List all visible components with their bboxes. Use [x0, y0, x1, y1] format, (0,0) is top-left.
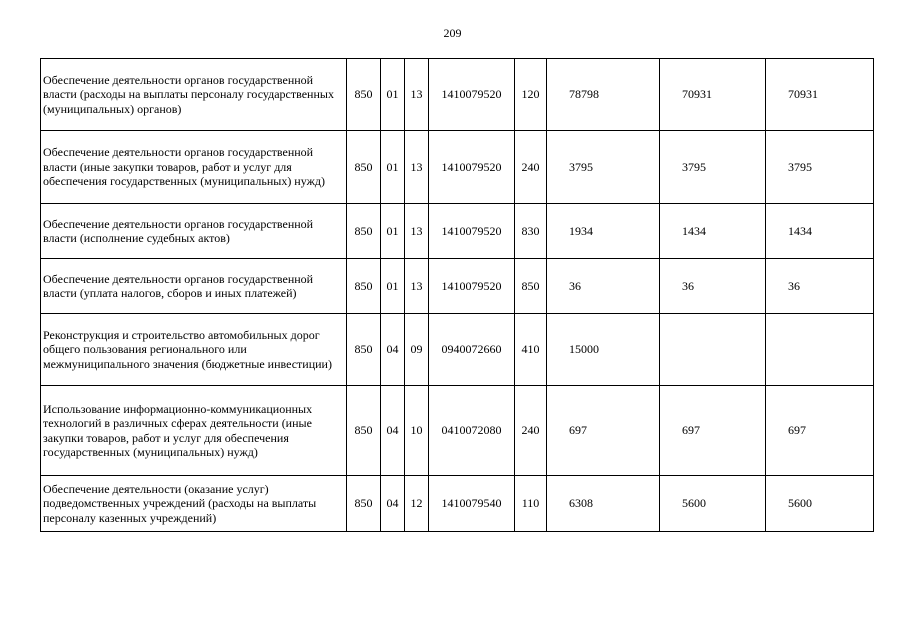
- subsection-code: 13: [405, 59, 429, 131]
- section-code: 01: [381, 259, 405, 314]
- budget-table: [40, 58, 874, 532]
- table-row: [41, 314, 874, 386]
- target-article-code: 1410079520: [429, 59, 515, 131]
- table-row: [41, 131, 874, 204]
- section-code: 04: [381, 476, 405, 532]
- target-article-code: 1410079540: [429, 476, 515, 532]
- expense-description: Реконструкция и строительство автомобильных дорог общего пользования регионального или межмуниципального значения (бюджетные инвестиции): [41, 314, 347, 386]
- amount-1: 1934: [547, 204, 660, 259]
- department-code: 850: [347, 314, 381, 386]
- expense-description: Обеспечение деятельности органов государственной власти (расходы на выплаты персоналу государственных (муниципальных) органов): [41, 59, 347, 131]
- amount-1: 697: [547, 386, 660, 476]
- department-code: 850: [347, 386, 381, 476]
- department-code: 850: [347, 59, 381, 131]
- expense-description: Обеспечение деятельности органов государственной власти (исполнение судебных актов): [41, 204, 347, 259]
- section-code: 04: [381, 314, 405, 386]
- target-article-code: 1410079520: [429, 204, 515, 259]
- amount-2: 1434: [660, 204, 766, 259]
- table-row: [41, 259, 874, 314]
- expense-description: Использование информационно-коммуникационных технологий в различных сферах деятельности (иные закупки товаров, работ и услуг для обеспечения государственных (муниципальных) нужд): [41, 386, 347, 476]
- amount-3: [766, 314, 874, 386]
- amount-3: 70931: [766, 59, 874, 131]
- amount-2: 697: [660, 386, 766, 476]
- amount-2: [660, 314, 766, 386]
- table-row: [41, 476, 874, 532]
- amount-1: 36: [547, 259, 660, 314]
- table-row: [41, 59, 874, 131]
- department-code: 850: [347, 476, 381, 532]
- section-code: 01: [381, 59, 405, 131]
- amount-3: 3795: [766, 131, 874, 204]
- expense-type-code: 120: [515, 59, 547, 131]
- amount-3: 697: [766, 386, 874, 476]
- section-code: 01: [381, 131, 405, 204]
- subsection-code: 13: [405, 131, 429, 204]
- amount-1: 3795: [547, 131, 660, 204]
- table-row: [41, 386, 874, 476]
- expense-type-code: 410: [515, 314, 547, 386]
- section-code: 01: [381, 204, 405, 259]
- amount-1: 78798: [547, 59, 660, 131]
- target-article-code: 0410072080: [429, 386, 515, 476]
- subsection-code: 12: [405, 476, 429, 532]
- expense-type-code: 850: [515, 259, 547, 314]
- amount-2: 5600: [660, 476, 766, 532]
- subsection-code: 13: [405, 259, 429, 314]
- amount-1: 15000: [547, 314, 660, 386]
- expense-description: Обеспечение деятельности органов государственной власти (уплата налогов, сборов и иных платежей): [41, 259, 347, 314]
- expense-type-code: 110: [515, 476, 547, 532]
- subsection-code: 10: [405, 386, 429, 476]
- target-article-code: 1410079520: [429, 131, 515, 204]
- amount-1: 6308: [547, 476, 660, 532]
- expense-type-code: 240: [515, 131, 547, 204]
- department-code: 850: [347, 259, 381, 314]
- subsection-code: 13: [405, 204, 429, 259]
- target-article-code: 0940072660: [429, 314, 515, 386]
- expense-type-code: 830: [515, 204, 547, 259]
- expense-type-code: 240: [515, 386, 547, 476]
- amount-2: 36: [660, 259, 766, 314]
- expense-description: Обеспечение деятельности органов государственной власти (иные закупки товаров, работ и услуг для обеспечения государственных (муниципальных) нужд): [41, 131, 347, 204]
- amount-2: 70931: [660, 59, 766, 131]
- amount-3: 1434: [766, 204, 874, 259]
- table-row: [41, 204, 874, 259]
- expense-description: Обеспечение деятельности (оказание услуг) подведомственных учреждений (расходы на выплаты персоналу казенных учреждений): [41, 476, 347, 532]
- department-code: 850: [347, 131, 381, 204]
- target-article-code: 1410079520: [429, 259, 515, 314]
- subsection-code: 09: [405, 314, 429, 386]
- amount-3: 36: [766, 259, 874, 314]
- section-code: 04: [381, 386, 405, 476]
- department-code: 850: [347, 204, 381, 259]
- page-number: 209: [443, 26, 462, 40]
- amount-3: 5600: [766, 476, 874, 532]
- amount-2: 3795: [660, 131, 766, 204]
